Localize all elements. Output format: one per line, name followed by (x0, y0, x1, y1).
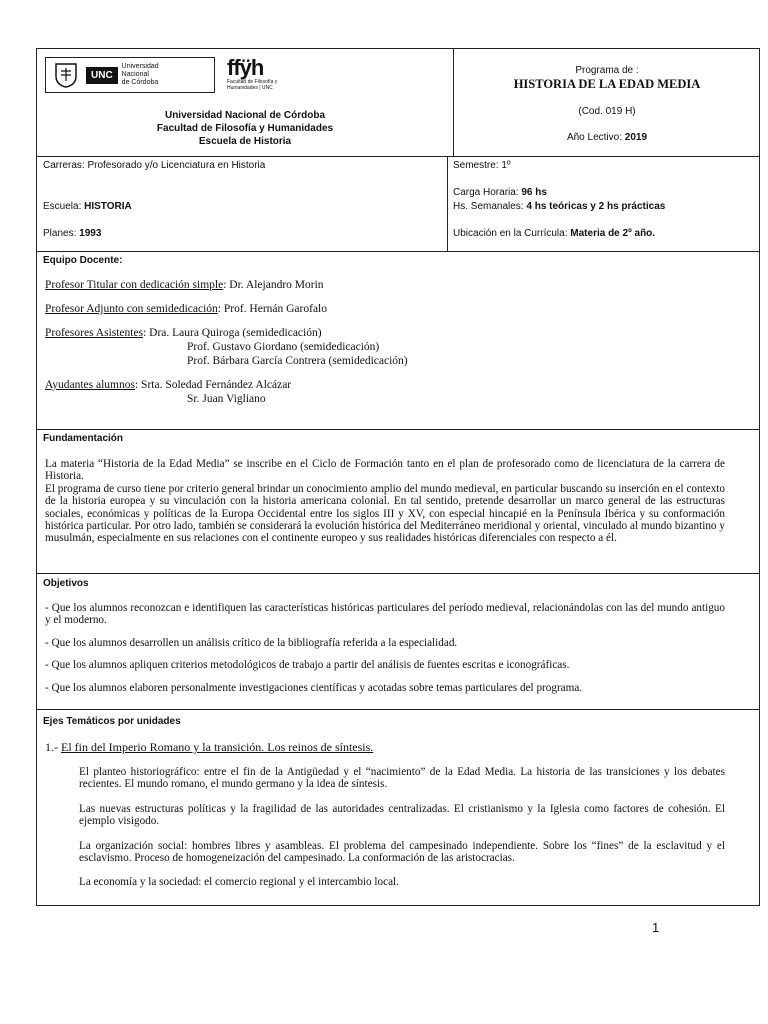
unit-heading: 1.- El fin del Imperio Romano y la transición. Los reinos de síntesis. (45, 740, 374, 754)
program-title: HISTORIA DE LA EDAD MEDIA (513, 77, 701, 91)
asistente-2: Prof. Gustavo Giordano (semidedicación) (187, 341, 380, 353)
fundamentacion-p1: La materia “Historia de la Edad Media” se inscribe en el Ciclo de Formación tanto en el plan de profesorado como de licenciatura de la carrera de Historia. (45, 458, 725, 483)
unc-logo (45, 57, 215, 93)
titular-line: Profesor Titular con dedicación simple: Dr. Alejandro Morin (45, 279, 324, 291)
ayudantes-line: Ayudantes alumnos: Srta. Soledad Fernández Alcázar (45, 379, 292, 391)
carga-horaria: Carga Horaria: 96 hs (453, 187, 547, 198)
equipo-list (45, 278, 408, 406)
asistentes-line: Profesores Asistentes: Dra. Laura Quiroga (semidedicación) (45, 327, 322, 339)
objetivo-item: - Que los alumnos elaboren personalmente investigaciones científicas y acotadas sobre temas particulares del programa. (45, 681, 583, 694)
unc-logo-text: Universidad Nacional de Córdoba (121, 63, 159, 86)
horas-semanales: Hs. Semanales: 4 hs teóricas y 2 hs prácticas (453, 201, 666, 212)
unc-badge: UNC (86, 67, 118, 84)
objetivos-section (37, 574, 759, 710)
ejes-title: Ejes Temáticos por unidades (43, 716, 181, 727)
ffyh-mark: ffÿh (227, 55, 264, 80)
fundamentacion-text (45, 458, 725, 545)
fundamentacion-p2: El programa de curso tiene por criterio general brindar un conocimiento amplio del mundo medieval, en particular buscando su inserción en el contexto de la historia europea y su vinculación con la historia americana colonial. En tal sentido, pretende desarrollar un marco general de las estructuras sociales, económicas y políticas de la Europa Occidental entre los siglos III y XV, con especial hincapié en la Península Ibérica y su conformación histórica particular. Por otro lado, también se considerará la evolución histórica del Mediterráneo meridional y oriental, vinculado al mundo bizantino y musulmán, especialmente en sus relaciones con el continente europeo y sus realidades históricas diferenciales con respecto a él. (45, 482, 725, 545)
planes: Planes: 1993 (43, 228, 102, 239)
ubicacion: Ubicación en la Currícula: Materia de 2º año. (453, 228, 656, 239)
adjunto-line: Profesor Adjunto con semidedicación: Prof. Hernán Garofalo (45, 303, 327, 315)
faculty-name: Facultad de Filosofía y Humanidades (156, 123, 334, 134)
objetivo-item: - Que los alumnos apliquen criterios metodológicos de trabajo a partir del análisis de fuentes escritas e iconográficas. (45, 659, 570, 672)
fundamentacion-section (37, 430, 759, 574)
unit-paragraph: El planteo historiográfico: entre el fin de la Antigüedad y el “nacimiento” de la Edad Media. La historia de las transiciones y los debates recientes. El mundo romano, el mundo germano y la idea de síntesis. (79, 766, 725, 791)
program-block (453, 65, 761, 144)
equipo-title: Equipo Docente: (43, 255, 123, 266)
ejes-section (37, 710, 759, 907)
objetivo-item: - Que los alumnos desarrollen un análisis crítico de la bibliografía referida a la especialidad. (45, 636, 458, 649)
unit-paragraph: La economía y la sociedad: el comercio regional y el intercambio local. (79, 876, 399, 889)
semestre: Semestre: 1º (453, 160, 511, 171)
university-name: Universidad Nacional de Córdoba (164, 110, 326, 121)
program-label: Programa de : (575, 65, 639, 76)
fundamentacion-title: Fundamentación (43, 433, 124, 444)
carreras: Carreras: Profesorado y/o Licenciatura en Historia (43, 160, 266, 171)
info-row (37, 157, 759, 252)
program-code: (Cod. 019 H) (578, 106, 636, 117)
ffyh-logo-text: Facultad de Filosofía y Humanidades | UNC (227, 79, 278, 91)
unc-crest-icon (52, 61, 80, 89)
objetivos-title: Objetivos (43, 578, 89, 589)
objetivos-list (45, 602, 725, 694)
unit-content (79, 766, 725, 889)
program-frame (36, 48, 760, 906)
equipo-section (37, 252, 759, 430)
unit-paragraph: Las nuevas estructuras políticas y la fragilidad de las autoridades centralizadas. El cristianismo y la Iglesia como factores de cohesión. El ejemplo visigodo. (79, 802, 725, 828)
ffyh-logo (227, 57, 297, 91)
unit-paragraph: La organización social: hombres libres y asambleas. El problema del campesinado independiente. Sobre los “fines” de la esclavitud y el esclavismo. Proceso de homogeneización del campesinado. La conformación de las aristocracias. (79, 839, 725, 865)
info-divider (447, 157, 448, 252)
school-name: Escuela de Historia (198, 136, 292, 147)
academic-year: Año Lectivo: 2019 (566, 132, 648, 143)
page-number: 1 (652, 920, 660, 935)
header-row (37, 49, 759, 157)
objetivo-item: - Que los alumnos reconozcan e identifiquen las características históricas particulares del período medieval, relacionándolas con las del mundo antiguo y el moderno. (45, 602, 725, 627)
institution-block (37, 109, 453, 148)
ayudante-2: Sr. Juan Vigliano (187, 393, 266, 405)
escuela: Escuela: HISTORIA (43, 201, 132, 212)
asistente-3: Prof. Bárbara García Contrera (semidedicación) (187, 355, 408, 367)
